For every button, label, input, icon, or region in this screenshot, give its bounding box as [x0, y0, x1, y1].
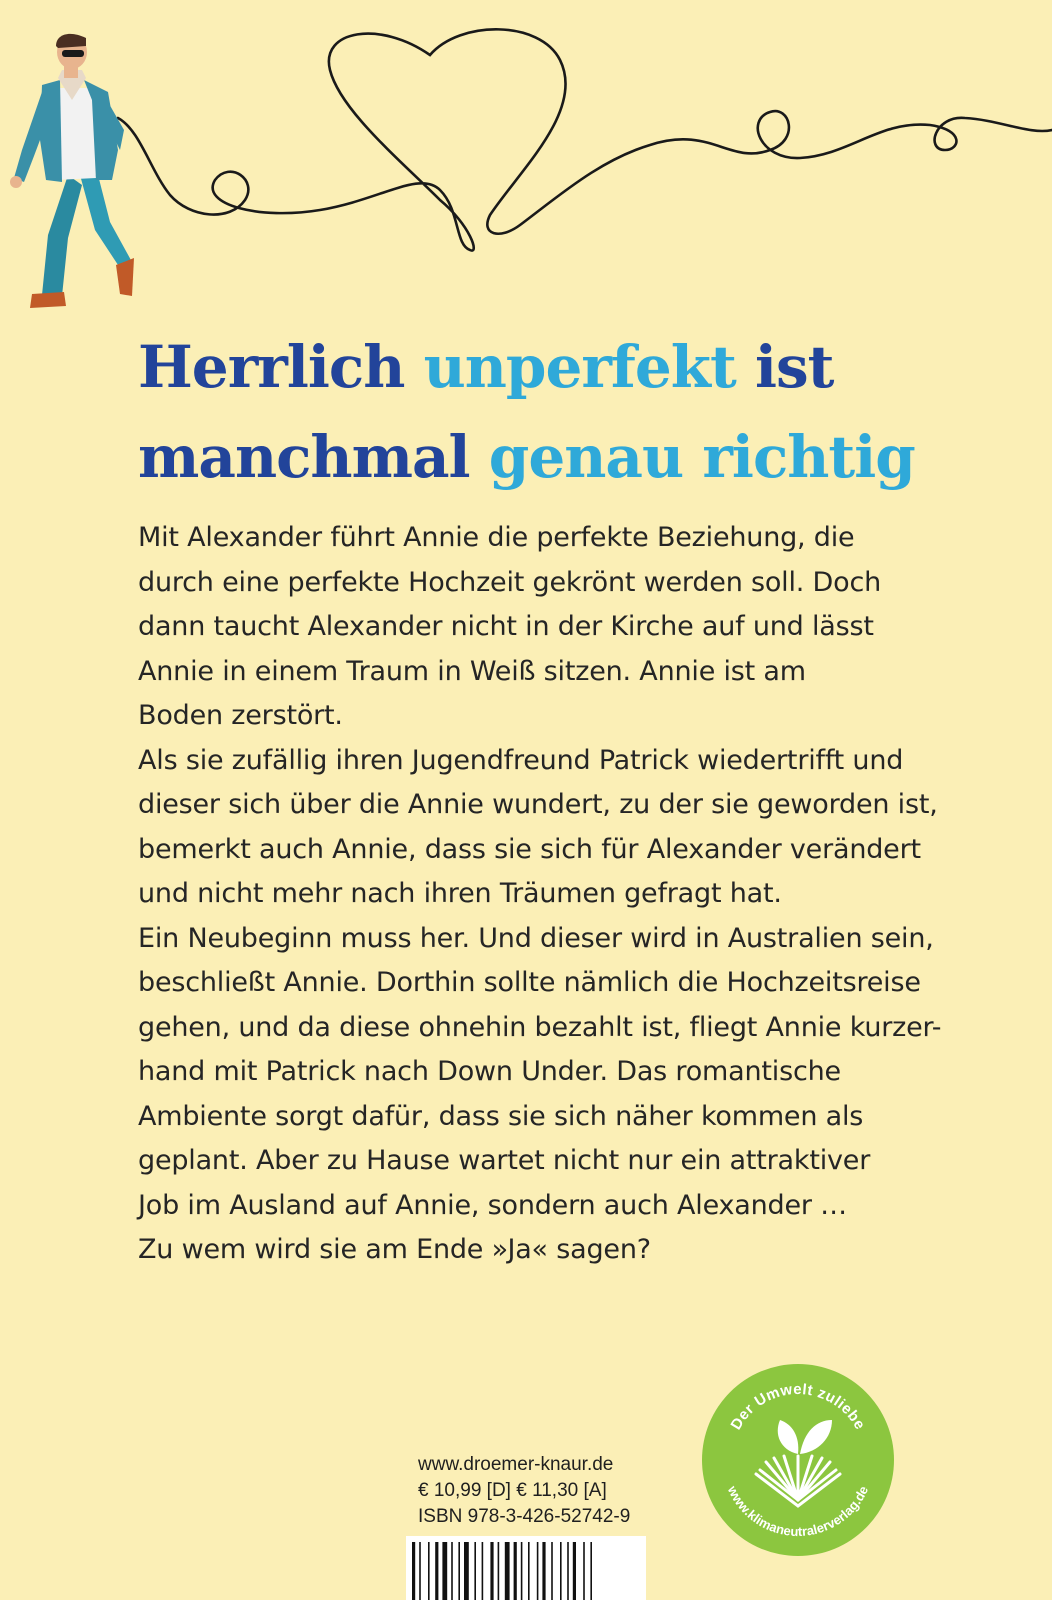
barcode-bar	[451, 1542, 453, 1600]
publisher-info	[418, 1452, 668, 1530]
blurb-line: und nicht mehr nach ihren Träumen gefragt hat.	[138, 878, 782, 909]
headline-word-highlight: unperfekt	[423, 333, 736, 401]
barcode-bar	[442, 1542, 447, 1600]
barcode-bar	[537, 1542, 539, 1600]
headline-line-1	[138, 322, 1018, 412]
climate-neutral-badge	[700, 1362, 896, 1558]
blurb-line: gehen, und da diese ohnehin bezahlt ist, fliegt Annie kurzer-	[138, 1011, 942, 1043]
blurb-line: Job im Ausland auf Annie, sondern auch Alexander …	[138, 1189, 847, 1221]
blurb-line: Ein Neubeginn muss her. Und dieser wird in Australien sein,	[138, 922, 934, 954]
barcode	[406, 1536, 646, 1600]
publisher-website: www.droemer-knaur.de	[418, 1454, 614, 1475]
barcode-bar	[521, 1542, 523, 1600]
blurb-line: Annie in einem Traum in Weiß sitzen. Annie ist am	[138, 655, 806, 687]
blurb-line: dieser sich über die Annie wundert, zu der sie geworden ist,	[138, 789, 938, 820]
barcode-bar	[528, 1542, 530, 1600]
barcode-bar	[435, 1542, 438, 1600]
barcode-bars	[406, 1536, 646, 1600]
barcode-bar	[560, 1542, 562, 1600]
barcode-bar	[542, 1542, 545, 1600]
barcode-bar	[412, 1542, 415, 1600]
barcode-bar	[583, 1542, 585, 1600]
barcode-bar	[498, 1542, 500, 1600]
headline-word-highlight: genau richtig	[488, 423, 915, 491]
headline	[138, 322, 1018, 502]
blurb-line: durch eine perfekte Hochzeit gekrönt werden soll. Doch	[138, 566, 882, 598]
headline-line-2	[138, 412, 1018, 502]
barcode-bar	[464, 1542, 469, 1600]
barcode-bar	[458, 1542, 460, 1600]
price-label: € 10,99 [D] € 11,30 [A]	[418, 1480, 607, 1501]
walking-man-illustration	[10, 34, 134, 308]
barcode-bar	[567, 1542, 569, 1600]
barcode-bar	[419, 1542, 421, 1600]
blurb-text	[138, 516, 942, 1273]
blurb-line: Als sie zufällig ihren Jugendfreund Patrick wiedertrifft und	[138, 744, 904, 776]
header-illustration	[0, 0, 1052, 330]
barcode-bar	[428, 1542, 430, 1600]
barcode-bar	[505, 1542, 510, 1600]
badge-top-text: Der Umwelt zuliebe	[727, 1380, 869, 1433]
headline-word: Herrlich	[138, 333, 424, 401]
blurb-line: geplant. Aber zu Hause wartet nicht nur ein attraktiver	[138, 1145, 871, 1176]
blurb-line: bemerkt auch Annie, dass sie sich für Alexander verändert	[138, 833, 921, 865]
barcode-bar	[482, 1542, 484, 1600]
barcode-bar	[490, 1542, 493, 1600]
headline-word: manchmal	[138, 423, 489, 491]
isbn-label: ISBN 978-3-426-52742-9	[418, 1506, 631, 1527]
heart-line-doodle-icon	[118, 29, 1052, 250]
barcode-bar	[551, 1542, 553, 1600]
blurb-line: dann taucht Alexander nicht in der Kirche auf und lässt	[138, 611, 874, 642]
barcode-bar	[514, 1542, 517, 1600]
badge-bottom-text: www.klimaneutralerverlag.de	[724, 1483, 872, 1540]
barcode-bar	[590, 1542, 592, 1600]
headline-word: ist	[735, 333, 834, 401]
barcode-bar	[573, 1542, 576, 1600]
blurb-line: Zu wem wird sie am Ende »Ja« sagen?	[138, 1234, 651, 1265]
blurb-line: Mit Alexander führt Annie die perfekte Beziehung, die	[138, 522, 855, 553]
blurb-line: Boden zerstört.	[138, 700, 343, 731]
barcode-bar	[474, 1542, 476, 1600]
blurb-line: Ambiente sorgt dafür, dass sie sich näher kommen als	[138, 1100, 864, 1132]
blurb-line: hand mit Patrick nach Down Under. Das romantische	[138, 1056, 841, 1087]
blurb-line: beschließt Annie. Dorthin sollte nämlich die Hochzeitsreise	[138, 967, 921, 998]
